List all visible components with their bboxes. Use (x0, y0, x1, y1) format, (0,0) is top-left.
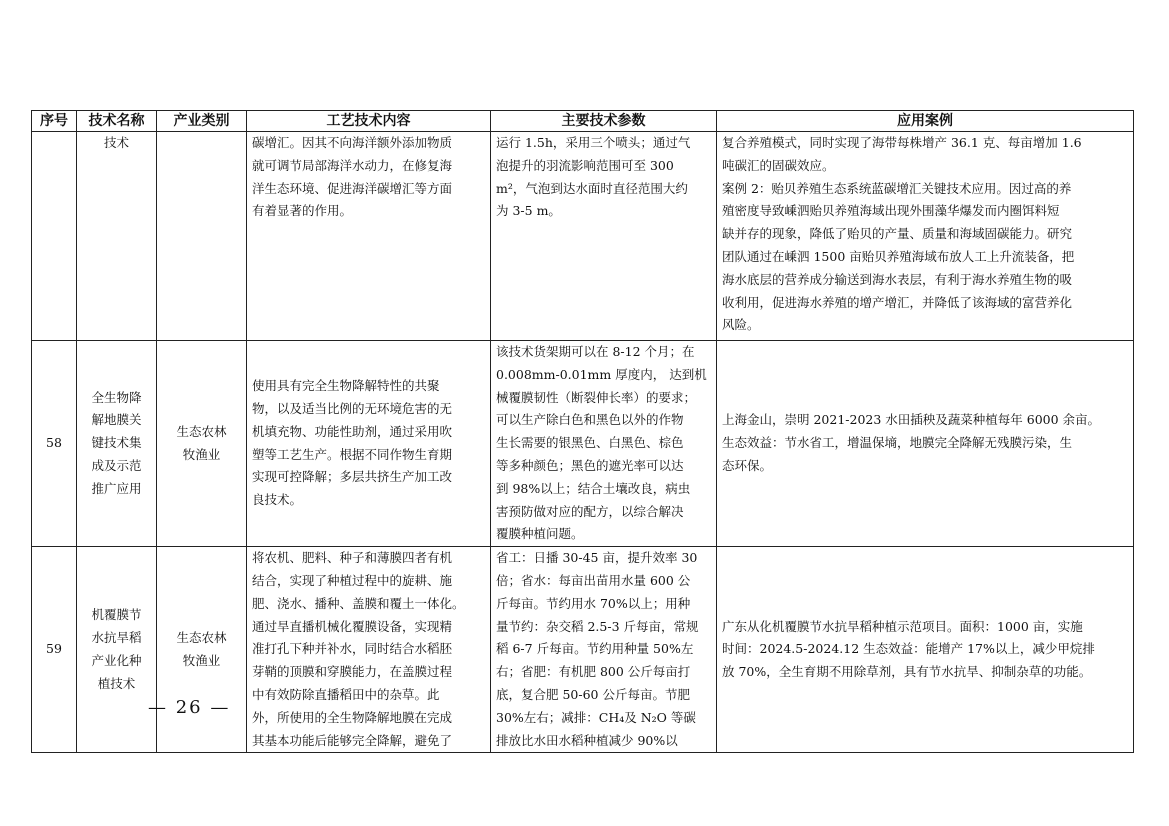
col-header-params: 主要技术参数 (491, 111, 717, 132)
col-header-no: 序号 (32, 111, 77, 132)
table-row (32, 132, 1134, 341)
col-header-name: 技术名称 (77, 111, 157, 132)
cell-params: 运行 1.5h，采用三个喷头；通过气 泡提升的羽流影响范围可至 300 m²，气泡到达水面时直径范围大约 为 3-5 m。 (491, 132, 717, 341)
col-header-cases: 应用案例 (717, 111, 1134, 132)
col-header-process: 工艺技术内容 (247, 111, 491, 132)
cell-category: 生态农林 牧渔业 (157, 341, 247, 547)
cell-no (32, 132, 77, 341)
table-row (32, 547, 1134, 753)
cell-cases: 复合养殖模式，同时实现了海带每株增产 36.1 克、每亩增加 1.6 吨碳汇的固碳效应。 案例 2：贻贝养殖生态系统蓝碳增汇关键技术应用。因过高的养 殖密度导致嵊泗贻贝养殖海域出现外围藻华爆发而内圈饵料短 缺并存的现象，降低了贻贝的产量、质量和海域固碳能力。研究 团队通过在嵊泗 1500 亩贻贝养殖海域布放人工上升流装备，把 海水底层的营养成分输送到海水表层，有利于海水养殖生物的吸 收利用，促进海水养殖的增产增汇，并降低了该海域的富营养化 风险。 (717, 132, 1134, 341)
cell-name: 机覆膜节 水抗旱稻 产业化种 植技术 (77, 547, 157, 753)
col-header-category: 产业类别 (157, 111, 247, 132)
technology-table (31, 110, 1134, 753)
cell-name: 全生物降 解地膜关 键技术集 成及示范 推广应用 (77, 341, 157, 547)
cell-category: 生态农林 牧渔业 (157, 547, 247, 753)
cell-cases: 上海金山，崇明 2021-2023 水田插秧及蔬菜种植每年 6000 余亩。 生态效益：节水省工，增温保墒，地膜完全降解无残膜污染，生 态环保。 (717, 341, 1134, 547)
cell-cases: 广东从化机覆膜节水抗旱稻种植示范项目。面积：1000 亩，实施 时间：2024.5-2024.12 生态效益：能增产 17%以上，减少甲烷排 放 70%，全生育期不用除草剂，具有节水抗旱、抑制杂草的功能。 (717, 547, 1134, 753)
table-header-row (32, 111, 1134, 132)
cell-params: 该技术货架期可以在 8-12 个月；在 0.008mm-0.01mm 厚度内， 达到机 械覆膜韧性（断裂伸长率）的要求； 可以生产除白色和黑色以外的作物 生长需要的银黑色、白黑色、棕色 等多种颜色；黑色的遮光率可以达 到 98%以上；结合土壤改良，病虫 害预防做对应的配方，以综合解决 覆膜种植问题。 (491, 341, 717, 547)
cell-no: 59 (32, 547, 77, 753)
cell-no: 58 (32, 341, 77, 547)
cell-category (157, 132, 247, 341)
cell-process: 碳增汇。因其不向海洋额外添加物质 就可调节局部海洋水动力，在修复海 洋生态环境、促进海洋碳增汇等方面 有着显著的作用。 (247, 132, 491, 341)
cell-process: 使用具有完全生物降解特性的共聚 物，以及适当比例的无环境危害的无 机填充物、功能性助剂，通过采用吹 塑等工艺生产。根据不同作物生育期 实现可控降解；多层共挤生产加工改 良技术。 (247, 341, 491, 547)
cell-name: 技术 (77, 132, 157, 341)
cell-process: 将农机、肥料、种子和薄膜四者有机 结合，实现了种植过程中的旋耕、施 肥、浇水、播种、盖膜和覆土一体化。 通过旱直播机械化覆膜设备，实现精 准打孔下种并补水，同时结合水稻胚 芽鞘的顶膜和穿膜能力，在盖膜过程 中有效防除直播稻田中的杂草。此 外，所使用的全生物降解地膜在完成 其基本功能后能够完全降解，避免了 (247, 547, 491, 753)
page-number: — 26 — (148, 697, 231, 718)
cell-params: 省工：日播 30-45 亩，提升效率 30 倍；省水：每亩出苗用水量 600 公 斤每亩。节约用水 70%以上；用种 量节约：杂交稻 2.5-3 斤每亩，常规 稻 6-7 斤每亩。节约用种量 50%左 右；省肥：有机肥 800 公斤每亩打 底，复合肥 50-60 公斤每亩。节肥 30%左右；减排：CH₄及 N₂O 等碳 排放比水田水稻种植减少 90%以 (491, 547, 717, 753)
table-row (32, 341, 1134, 547)
